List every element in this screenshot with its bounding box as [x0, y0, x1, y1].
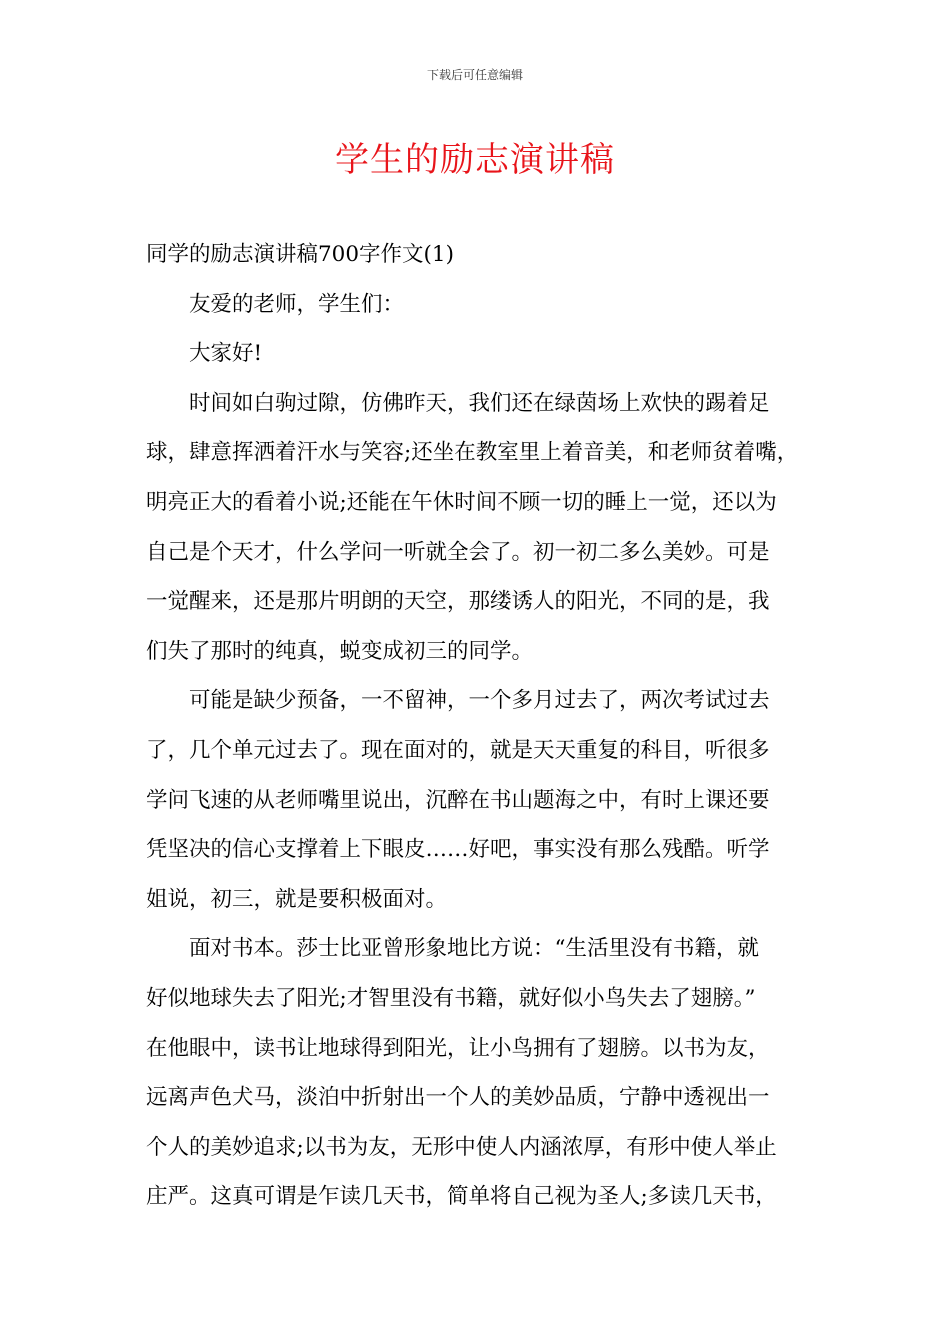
body-line: 一觉醒来，还是那片明朗的天空，那缕诱人的阳光，不同的是，我 [146, 589, 770, 615]
body-line: 好似地球失去了阳光;才智里没有书籍，就好似小鸟失去了翅膀。” [146, 985, 756, 1011]
body-line: 友爱的老师，学生们： [189, 291, 405, 317]
body-line: 个人的美妙追求;以书为友，无形中使人内涵浓厚，有形中使人举止 [146, 1134, 777, 1160]
body-line: 明亮正大的看着小说;还能在午休时间不顾一切的睡上一觉，还以为 [146, 489, 777, 515]
body-line: 学问飞速的从老师嘴里说出，沉醉在书山题海之中，有时上课还要 [146, 787, 770, 813]
body-line: 可能是缺少预备，一不留神，一个多月过去了，两次考试过去 [189, 688, 770, 714]
body-line: 远离声色犬马，淡泊中折射出一个人的美妙品质，宁静中透视出一 [146, 1085, 770, 1111]
header-note: 下载后可任意编辑 [426, 68, 523, 82]
body-line: 了，几个单元过去了。现在面对的，就是天天重复的科目，听很多 [146, 737, 770, 763]
body-line: 自己是个天才，什么学问一听就全会了。初一初二多么美妙。可是 [146, 539, 770, 565]
body-line: 在他眼中，读书让地球得到阳光，让小鸟拥有了翅膀。以书为友， [146, 1035, 770, 1061]
body-line: 时间如白驹过隙，仿佛昨天，我们还在绿茵场上欢快的踢着足 [189, 390, 770, 416]
body-line: 球，肆意挥洒着汗水与笑容;还坐在教室里上着音美，和老师贫着嘴， [146, 440, 799, 466]
body-line: 凭坚决的信心支撑着上下眼皮……好吧，事实没有那么残酷。听学 [146, 837, 770, 863]
body-line: 们失了那时的纯真，蜕变成初三的同学。 [146, 638, 534, 664]
body-line: 大家好! [189, 341, 263, 367]
body-line: 同学的励志演讲稿700字作文(1) [146, 242, 454, 267]
body-line: 面对书本。莎士比亚曾形象地比方说：“生活里没有书籍，就 [189, 936, 759, 962]
body-line: 姐说，初三，就是要积极面对。 [146, 886, 448, 912]
body-line: 庄严。这真可谓是乍读几天书，简单将自己视为圣人;多读几天书， [146, 1184, 777, 1210]
document-title: 学生的励志演讲稿 [335, 140, 615, 180]
document-body [146, 230, 818, 1222]
